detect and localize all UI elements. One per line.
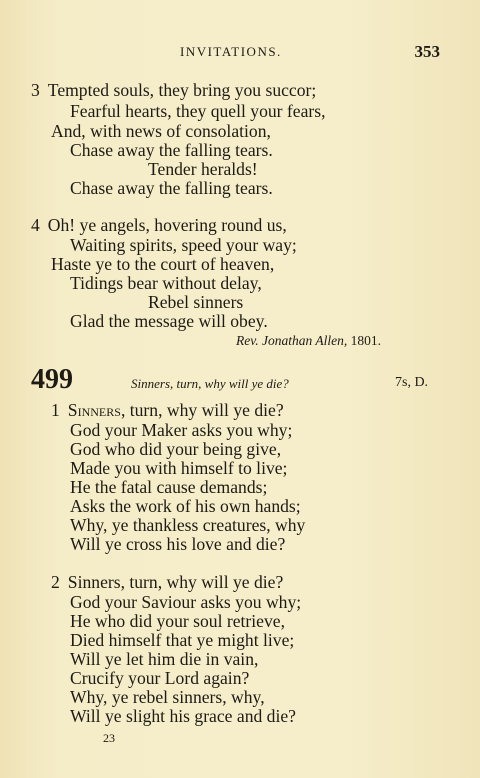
stanza-line: Chase away the falling tears. <box>70 178 273 198</box>
stanza-line: Tender heralds! <box>148 159 258 179</box>
stanza-line: Glad the message will obey. <box>70 311 268 331</box>
stanza-line: 1 Sinners, turn, why will ye die? <box>51 400 284 420</box>
stanza-line: Asks the work of his own hands; <box>70 496 301 516</box>
stanza-number: 3 <box>31 80 40 100</box>
running-head: INVITATIONS. <box>180 44 282 59</box>
stanza-line: God your Saviour asks you why; <box>70 592 302 612</box>
stanza-line: Chase away the falling tears. <box>70 140 273 160</box>
stanza-line: Will ye let him die in vain, <box>70 649 259 669</box>
page-number: 353 <box>414 42 440 61</box>
stanza-number: 2 <box>51 572 60 592</box>
stanza-line: Why, ye rebel sinners, why, <box>70 687 265 707</box>
stanza-line: Will ye cross his love and die? <box>70 534 286 554</box>
stanza-line: Fearful hearts, they quell your fears, <box>70 101 326 121</box>
stanza-line: He who did your soul retrieve, <box>70 611 285 631</box>
stanza-line: God who did your being give, <box>70 439 282 459</box>
stanza-line: Will ye slight his grace and die? <box>70 706 296 726</box>
stanza-line: Made you with himself to live; <box>70 458 288 478</box>
stanza-number: 4 <box>31 215 40 235</box>
stanza-line: Died himself that ye might live; <box>70 630 295 650</box>
stanza-line: 4 Oh! ye angels, hovering round us, <box>31 215 287 235</box>
stanza-line: Haste ye to the court of heaven, <box>51 254 275 274</box>
author-attribution: Rev. Jonathan Allen, 1801. <box>236 333 381 348</box>
stanza-line: Why, ye thankless creatures, why <box>70 515 306 535</box>
hymn-meter: 7s, D. <box>395 375 429 390</box>
hymn-number: 499 <box>31 364 73 395</box>
signature-mark: 23 <box>103 731 115 745</box>
stanza-line: Crucify your Lord again? <box>70 668 250 688</box>
stanza-line: He the fatal cause demands; <box>70 477 268 497</box>
stanza-line: 3 Tempted souls, they bring you succor; <box>31 80 317 100</box>
stanza-line: And, with news of consolation, <box>51 121 271 141</box>
stanza-line: Tidings bear without delay, <box>70 273 262 293</box>
stanza-line: 2 Sinners, turn, why will ye die? <box>51 572 284 592</box>
stanza-number: 1 <box>51 400 60 420</box>
hymn-title: Sinners, turn, why will ye die? <box>131 376 289 391</box>
stanza-line: God your Maker asks you why; <box>70 420 293 440</box>
stanza-line: Waiting spirits, speed your way; <box>70 235 297 255</box>
stanza-line: Rebel sinners <box>148 292 244 312</box>
